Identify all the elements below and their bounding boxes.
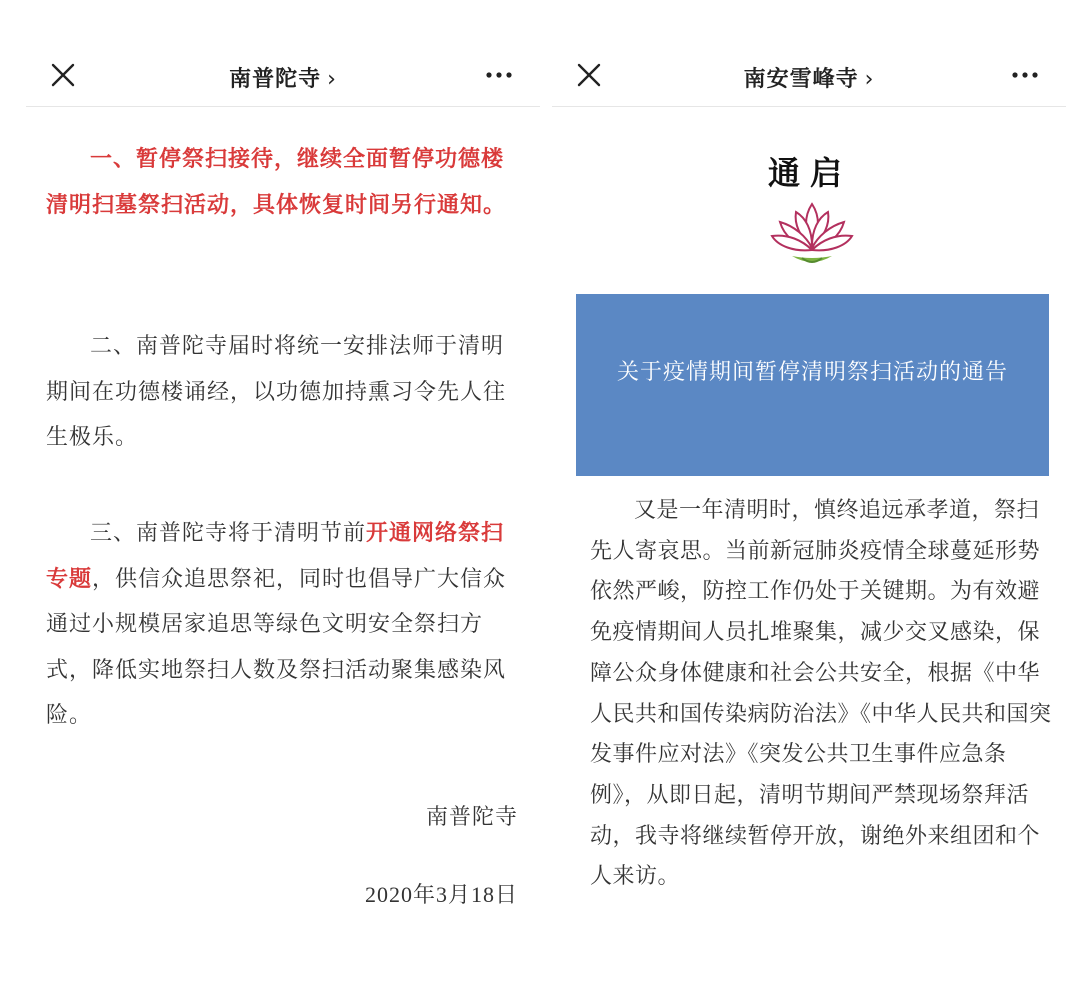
left-more-button[interactable]: [484, 62, 514, 88]
left-header-divider: [26, 106, 540, 107]
right-account-title[interactable]: [552, 62, 1066, 93]
left-paragraph-3-start: 三、南普陀寺将于清明节前: [90, 521, 367, 546]
left-signature: 南普陀寺: [425, 805, 518, 830]
left-date: 2020年3月18日: [364, 882, 518, 907]
left-paragraph-3: [46, 511, 524, 739]
chevron-right-icon: ›: [864, 67, 875, 92]
right-article-panel: [540, 0, 1080, 990]
left-paragraph-3-highlight: 开通网络祭扫专题: [46, 521, 505, 592]
left-account-title[interactable]: [26, 62, 540, 93]
lotus-icon: [770, 198, 854, 268]
left-paragraph-2: 二、南普陀寺届时将统一安排法师于清明期间在功德楼诵经，以功德加持熏习令先人往生极乐。: [46, 334, 507, 450]
left-paragraph-1: 一、暂停祭扫接待，继续全面暂停功德楼清明扫墓祭扫活动，具体恢复时间另行通知。: [46, 147, 507, 218]
right-header-divider: [552, 106, 1066, 107]
notice-banner-title: 关于疫情期间暂停清明祭扫活动的通告: [616, 360, 1008, 385]
right-more-button[interactable]: [1010, 62, 1040, 88]
notice-banner: [576, 294, 1049, 476]
chevron-right-icon: ›: [327, 67, 337, 92]
left-header: [26, 48, 540, 104]
right-header: [552, 48, 1066, 104]
notice-title: 通启: [767, 154, 852, 192]
left-account-name: 南普陀寺: [229, 67, 322, 92]
more-icon: [1010, 62, 1040, 88]
notice-body: 又是一年清明时，慎终追远承孝道，祭扫先人寄哀思。当前新冠肺炎疫情全球蔓延形势依然严峻，防控工作仍处于关键期。为有效避免疫情期间人员扎堆聚集，减少交叉感染，保障公众身体健康和社会公共安全，根据《中华人民共和国传染病防治法》《中华人民共和国突发事件应对法》《突发公共卫生事件应急条例》，从即日起，清明节期间严禁现场祭拜活动，我寺将继续暂停开放，谢绝外来组团和个人来访。: [590, 498, 1052, 890]
more-icon: [484, 62, 514, 88]
left-paragraph-3-end: ，供信众追思祭祀，同时也倡导广大信众通过小规模居家追思等绿色文明安全祭扫方式，降低实地祭扫人数及祭扫活动聚集感染风险。: [46, 566, 507, 728]
right-account-name: 南安雪峰寺: [743, 67, 859, 92]
